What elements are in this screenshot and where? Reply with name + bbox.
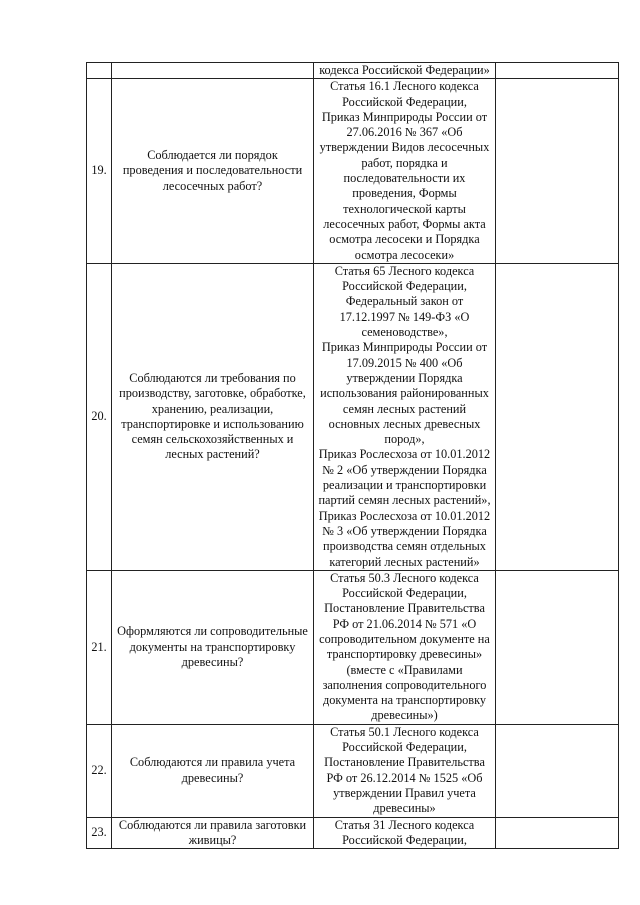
question-cell: Соблюдаются ли правила заготовки живицы?: [112, 817, 314, 849]
table-row: [87, 817, 619, 849]
row-number: 22.: [87, 724, 112, 817]
legal-basis-cell: Статья 50.1 Лесного кодекса Российской Федерации, Постановление Правительства РФ от 26.12.2014 № 1525 «Об утверждении Правил учета древесины»: [314, 724, 496, 817]
row-number: 20.: [87, 263, 112, 570]
legal-basis-cell: Статья 31 Лесного кодекса Российской Федерации,: [314, 817, 496, 849]
question-cell: Соблюдаются ли правила учета древесины?: [112, 724, 314, 817]
question-cell: Соблюдаются ли требования по производству, заготовке, обработке, хранению, реализации, транспортировке и использованию семян сельскохозяйственных и лесных растений?: [112, 263, 314, 570]
row-number: 19.: [87, 79, 112, 264]
question-cell: [112, 63, 314, 79]
legal-basis-cell: кодекса Российской Федерации»: [314, 63, 496, 79]
table-row: [87, 63, 619, 79]
row-number: 23.: [87, 817, 112, 849]
answer-cell: [496, 263, 619, 570]
legal-basis-cell: Статья 16.1 Лесного кодекса Российской Федерации, Приказ Минприроды России от 27.06.2016 № 367 «Об утверждении Видов лесосечных работ, порядка и последовательности их проведения, Формы технологической карты лесосечных работ, Формы акта осмотра лесосеки и Порядка осмотра лесосеки»: [314, 79, 496, 264]
legal-basis-cell: Статья 65 Лесного кодекса Российской Федерации, Федеральный закон от 17.12.1997 № 149-ФЗ «О семеноводстве», Приказ Минприроды России от 17.09.2015 № 400 «Об утверждении Порядка использования районированных семян лесных растений основных лесных древесных пород», Приказ Рослесхоза от 10.01.2012 № 2 «Об утверждении Порядка реализации и транспортировки партий семян лесных растений», Приказ Рослесхоза от 10.01.2012 № 3 «Об утверждении Порядка производства семян отдельных категорий лесных растений»: [314, 263, 496, 570]
row-number: [87, 63, 112, 79]
checklist-table: [86, 62, 619, 849]
question-cell: Оформляются ли сопроводительные документы на транспортировку древесины?: [112, 570, 314, 724]
answer-cell: [496, 817, 619, 849]
table-row: [87, 79, 619, 264]
row-number: 21.: [87, 570, 112, 724]
answer-cell: [496, 570, 619, 724]
question-cell: Соблюдается ли порядок проведения и последовательности лесосечных работ?: [112, 79, 314, 264]
table-row: [87, 724, 619, 817]
legal-basis-cell: Статья 50.3 Лесного кодекса Российской Федерации, Постановление Правительства РФ от 21.06.2014 № 571 «О сопроводительном документе на транспортировку древесины» (вместе с «Правилами заполнения сопроводительного документа на транспортировку древесины»): [314, 570, 496, 724]
table-row: [87, 570, 619, 724]
answer-cell: [496, 724, 619, 817]
answer-cell: [496, 63, 619, 79]
answer-cell: [496, 79, 619, 264]
table-row: [87, 263, 619, 570]
